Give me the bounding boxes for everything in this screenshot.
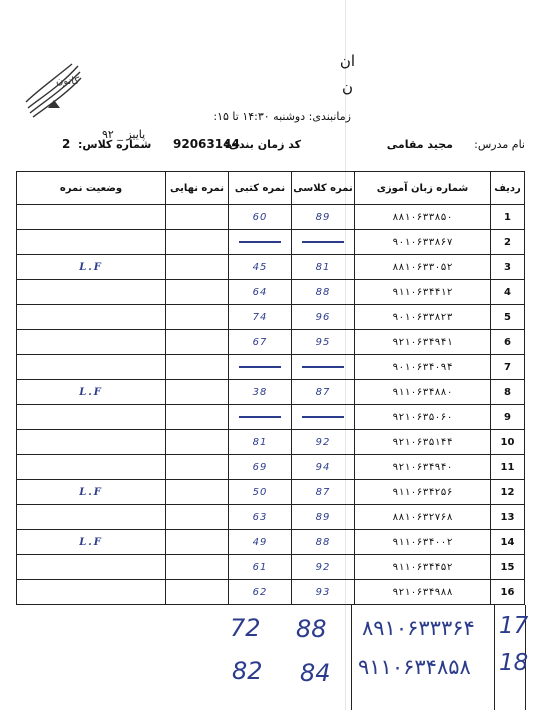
table-row — [17, 455, 525, 480]
class-score-cell: 96 — [292, 305, 355, 330]
grade-status-cell — [17, 430, 166, 455]
final-score-cell — [166, 355, 229, 380]
grades-table-body — [17, 205, 525, 605]
class-score-cell: 95 — [292, 330, 355, 355]
grade-status-cell — [17, 455, 166, 480]
written-score-cell: 81 — [229, 430, 292, 455]
institute-name-line2: ن — [341, 78, 353, 96]
student-id-cell: ۹۲۱۰۶۳۴۹۴۰ — [355, 455, 491, 480]
schedule-code: 92063144 — [173, 137, 240, 151]
empty-score-dash — [302, 416, 344, 418]
class-score-cell: 81 — [292, 255, 355, 280]
class-score-cell: 87 — [292, 380, 355, 405]
row-number-cell: 10 — [491, 430, 525, 455]
col-header-final-score: نمره نهایی — [166, 172, 229, 205]
table-row — [17, 230, 525, 255]
grade-status-cell — [17, 555, 166, 580]
row-number-cell: 13 — [491, 505, 525, 530]
final-score-cell — [166, 230, 229, 255]
grade-status-cell: L.F — [17, 530, 166, 555]
grade-status-cell: L.F — [17, 255, 166, 280]
row-number-cell: 5 — [491, 305, 525, 330]
row-number-cell: 4 — [491, 280, 525, 305]
class-number: 2 — [62, 137, 71, 151]
class-score-cell — [292, 405, 355, 430]
row-number-cell: 8 — [491, 380, 525, 405]
written-score-cell: 49 — [229, 530, 292, 555]
row-number-cell: 3 — [491, 255, 525, 280]
extra-row-18-student-id: ۹۱۱۰۶۳۴۸۵۸ — [358, 655, 471, 679]
empty-score-dash — [302, 366, 344, 368]
final-score-cell — [166, 255, 229, 280]
written-score-cell: 64 — [229, 280, 292, 305]
class-score-cell: 92 — [292, 430, 355, 455]
extra-row-18-written-score: 82 — [232, 657, 263, 685]
row-number-cell: 6 — [491, 330, 525, 355]
row-number-cell: 1 — [491, 205, 525, 230]
student-id-cell: ۹۰۱۰۶۳۴۰۹۴ — [355, 355, 491, 380]
grade-status-cell: L.F — [17, 380, 166, 405]
grade-status-cell — [17, 230, 166, 255]
written-score-cell: 61 — [229, 555, 292, 580]
row-number-cell: 14 — [491, 530, 525, 555]
written-score-cell: 74 — [229, 305, 292, 330]
col-header-written-score: نمره کتبی — [229, 172, 292, 205]
class-score-cell: 88 — [292, 530, 355, 555]
table-row — [17, 580, 525, 605]
student-id-cell: ۹۲۱۰۶۳۴۹۸۸ — [355, 580, 491, 605]
schedule-code-label: کد زمان بندی: — [224, 138, 301, 151]
table-row — [17, 205, 525, 230]
institute-logo-icon — [20, 58, 84, 120]
grades-table — [16, 171, 525, 605]
student-id-cell: ۹۲۱۰۶۳۵۰۶۰ — [355, 405, 491, 430]
written-score-cell: 63 — [229, 505, 292, 530]
written-score-cell — [229, 230, 292, 255]
col-header-row-no: ردیف — [491, 172, 525, 205]
table-row — [17, 255, 525, 280]
student-id-cell: ۹۱۱۰۶۳۴۴۱۲ — [355, 280, 491, 305]
table-row — [17, 355, 525, 380]
grade-status-cell — [17, 205, 166, 230]
grade-status-cell — [17, 355, 166, 380]
class-score-cell: 93 — [292, 580, 355, 605]
final-score-cell — [166, 505, 229, 530]
empty-score-dash — [239, 241, 281, 243]
empty-score-dash — [302, 241, 344, 243]
written-score-cell: 45 — [229, 255, 292, 280]
written-score-cell: 60 — [229, 205, 292, 230]
table-row — [17, 430, 525, 455]
grade-status-cell — [17, 505, 166, 530]
final-score-cell — [166, 280, 229, 305]
teacher-name: مجید مقامی — [386, 138, 453, 151]
institute-name-line1: ان — [339, 52, 355, 70]
final-score-cell — [166, 330, 229, 355]
final-score-cell — [166, 455, 229, 480]
row-number-cell: 16 — [491, 580, 525, 605]
teacher-label: نام مدرس: — [474, 138, 525, 151]
written-score-cell — [229, 355, 292, 380]
final-score-cell — [166, 380, 229, 405]
row-number-cell: 15 — [491, 555, 525, 580]
student-id-cell: ۹۰۱۰۶۳۳۸۲۳ — [355, 305, 491, 330]
row-number-cell: 12 — [491, 480, 525, 505]
written-score-cell: 67 — [229, 330, 292, 355]
extra-row-18-class-score: 84 — [300, 659, 331, 687]
col-header-status: وضعیت نمره — [17, 172, 166, 205]
table-row — [17, 555, 525, 580]
written-score-cell: 50 — [229, 480, 292, 505]
final-score-cell — [166, 530, 229, 555]
class-score-cell: 88 — [292, 280, 355, 305]
row-number-cell: 7 — [491, 355, 525, 380]
table-row — [17, 505, 525, 530]
student-id-cell: ۸۸۱۰۶۳۳۸۵۰ — [355, 205, 491, 230]
student-id-cell: ۹۱۱۰۶۳۴۰۰۲ — [355, 530, 491, 555]
grade-status-cell — [17, 330, 166, 355]
class-score-cell: 94 — [292, 455, 355, 480]
class-score-cell — [292, 230, 355, 255]
empty-score-dash — [239, 366, 281, 368]
empty-score-dash — [239, 416, 281, 418]
col-header-student-id: شماره زبان آموزی — [355, 172, 491, 205]
student-id-cell: ۹۱۱۰۶۳۴۴۵۲ — [355, 555, 491, 580]
extra-row-18-number: 18 — [499, 650, 529, 676]
written-score-cell — [229, 405, 292, 430]
grade-status-cell — [17, 305, 166, 330]
table-row — [17, 280, 525, 305]
row-number-cell: 11 — [491, 455, 525, 480]
student-id-cell: ۹۰۱۰۶۳۳۸۶۷ — [355, 230, 491, 255]
final-score-cell — [166, 555, 229, 580]
written-score-cell: 62 — [229, 580, 292, 605]
final-score-cell — [166, 430, 229, 455]
table-row — [17, 305, 525, 330]
class-number-label: شماره کلاس: — [78, 138, 152, 151]
row-number-cell: 2 — [491, 230, 525, 255]
table-row — [17, 480, 525, 505]
table-row — [17, 530, 525, 555]
table-row — [17, 405, 525, 430]
student-id-cell: ۹۲۱۰۶۳۴۹۴۱ — [355, 330, 491, 355]
table-row — [17, 330, 525, 355]
extra-rows-left-rule — [351, 605, 352, 710]
schedule-time: زمانبندی: دوشنبه ۱۴:۳۰ تا ۱۵: — [213, 110, 351, 123]
extra-row-17-student-id: ۸۹۱۰۶۳۳۳۶۴ — [362, 616, 475, 640]
class-score-cell: 89 — [292, 205, 355, 230]
col-header-class-score: نمره کلاسی — [292, 172, 355, 205]
written-score-cell: 38 — [229, 380, 292, 405]
extra-rows-divider-rule — [494, 605, 495, 710]
table-row — [17, 380, 525, 405]
class-score-cell: 89 — [292, 505, 355, 530]
grade-status-cell: L.F — [17, 480, 166, 505]
grade-status-cell — [17, 280, 166, 305]
written-score-cell: 69 — [229, 455, 292, 480]
extra-row-17-written-score: 72 — [230, 614, 261, 642]
final-score-cell — [166, 305, 229, 330]
student-id-cell: ۸۸۱۰۶۳۲۷۶۸ — [355, 505, 491, 530]
final-score-cell — [166, 580, 229, 605]
final-score-cell — [166, 205, 229, 230]
svg-text:کانون: کانون — [56, 76, 80, 87]
class-score-cell: 87 — [292, 480, 355, 505]
grade-status-cell — [17, 580, 166, 605]
student-id-cell: ۹۲۱۰۶۳۵۱۴۴ — [355, 430, 491, 455]
term-label: پاییز _ ۹۲ — [102, 128, 146, 141]
extra-row-17-number: 17 — [499, 613, 529, 639]
class-score-cell: 92 — [292, 555, 355, 580]
final-score-cell — [166, 480, 229, 505]
grade-status-cell — [17, 405, 166, 430]
final-score-cell — [166, 405, 229, 430]
table-header-row — [17, 172, 525, 205]
student-id-cell: ۹۱۱۰۶۳۴۸۸۰ — [355, 380, 491, 405]
student-id-cell: ۹۱۱۰۶۳۴۲۵۶ — [355, 480, 491, 505]
row-number-cell: 9 — [491, 405, 525, 430]
class-score-cell — [292, 355, 355, 380]
student-id-cell: ۸۸۱۰۶۳۳۰۵۲ — [355, 255, 491, 280]
extra-row-17-class-score: 88 — [296, 615, 327, 643]
